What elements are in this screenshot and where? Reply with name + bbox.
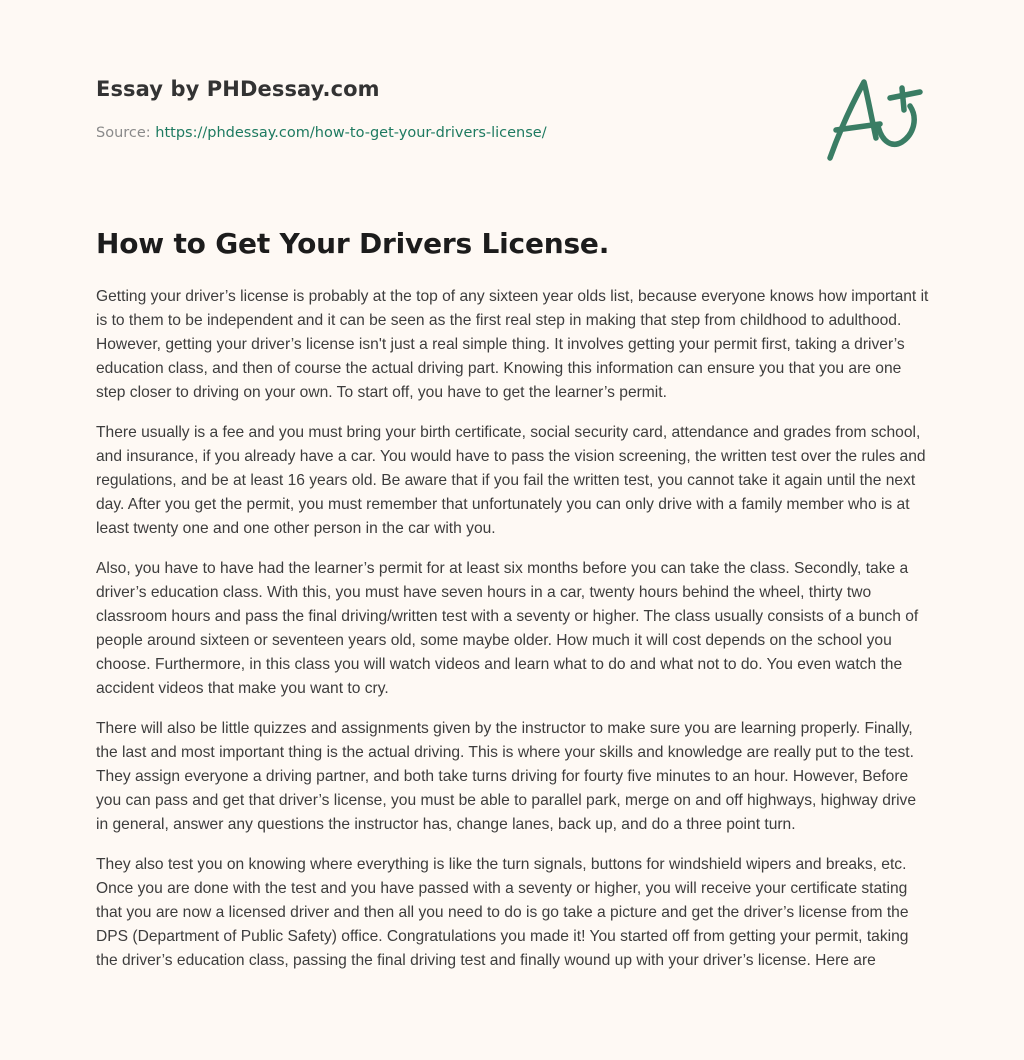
essay-paragraph: There will also be little quizzes and assignments given by the instructor to make sure you are learning properly. Finally, the last and most important thing is the actual driving. This is where your skills and knowledge are really put to the test. They assign everyone a driving partner, and both take turns driving for fourty five minutes to an hour. However, Before you can pass and get that driver’s license, you must be able to parallel park, merge on and off highways, highway drive in general, answer any questions the instructor has, change lanes, back up, and do a three point turn. <box>96 720 917 833</box>
essay-paragraph: Getting your driver’s license is probably at the top of any sixteen year olds list, because everyone knows how important it is to them to be independent and it can be seen as the first real step in making that step from childhood to adulthood. However, getting your driver’s license isn't just a real simple thing. It involves getting your permit first, taking a driver’s education class, and then of course the actual driving part. Knowing this information can ensure you that you are one step closer to driving on your own. To start off, you have to get the learner’s permit. <box>96 288 929 401</box>
a-plus-grade-icon <box>822 68 930 168</box>
essay-paragraph: They also test you on knowing where everything is like the turn signals, buttons for windshield wipers and breaks, etc. Once you are done with the test and you have passed with a seventy or higher, you will receive your certificate stating that you are now a licensed driver and then all you need to do is go take a picture and get the driver’s license from the DPS (Department of Public Safety) office. Congratulations you made it! You started off from getting your permit, taking the driver’s education class, passing the final driving test and finally wound up with your driver’s license. Here are <box>96 856 909 969</box>
essay-content <box>96 225 932 989</box>
source-line <box>96 123 796 143</box>
source-link[interactable]: https://phdessay.com/how-to-get-your-drivers-license/ <box>155 125 547 141</box>
essay-paragraph: There usually is a fee and you must bring your birth certificate, social security card, attendance and grades from school, and insurance, if you already have a car. You would have to pass the vision screening, the written test over the rules and regulations, and be at least 16 years old. Be aware that if you fail the written test, you cannot take it again until the next day. After you get the permit, you must remember that unfortunately you can only drive with a family member who is at least twenty one and one other person in the car with you. <box>96 424 926 537</box>
page-header <box>96 74 796 143</box>
essay-title: How to Get Your Drivers License. <box>96 227 610 260</box>
brand-title: Essay by PHDessay.com <box>96 77 380 101</box>
source-label: Source: <box>96 125 156 141</box>
essay-paragraph: Also, you have to have had the learner’s permit for at least six months before you can take the class. Secondly, take a driver’s education class. With this, you must have seven hours in a car, twenty hours behind the wheel, thirty two classroom hours and pass the final driving/written test with a seventy or higher. The class usually consists of a bunch of people around sixteen or seventeen years old, some maybe older. How much it will cost depends on the school you choose. Furthermore, in this class you will watch videos and learn what to do and what not to do. You even watch the accident videos that make you want to cry. <box>96 560 919 697</box>
